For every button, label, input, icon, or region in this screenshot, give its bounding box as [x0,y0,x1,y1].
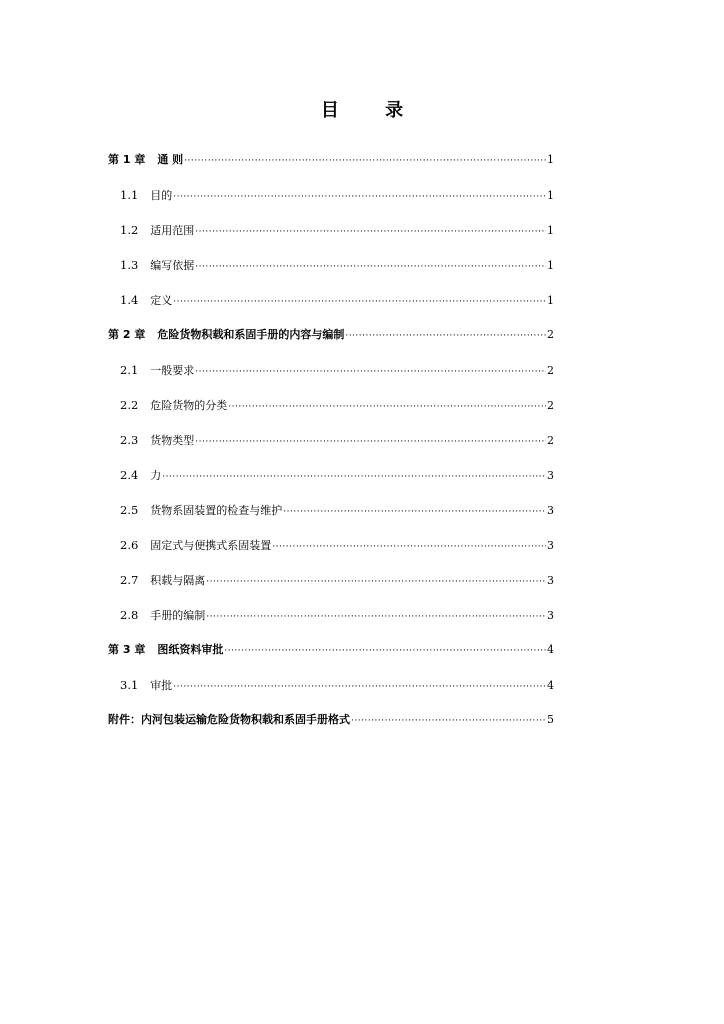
dot-leader [195,225,546,239]
dot-leader [195,435,546,449]
toc-entry-page: 4 [547,643,554,656]
toc-entry-number: 2.4 [120,468,139,482]
toc-entry-number: 1.2 [120,223,139,237]
dot-leader [206,610,546,624]
toc-entry-2-8[interactable] [108,608,554,643]
toc-entry-number: 2.7 [120,573,139,587]
toc-entry-number: 3.1 [120,678,139,692]
toc-entry-page: 5 [547,713,554,726]
toc-entry-page: 2 [547,399,554,412]
toc-entry-2-1[interactable] [108,363,554,398]
toc-entry-title: 危险货物积载和系固手册的内容与编制 [157,328,345,341]
toc-entry-page: 1 [547,224,554,237]
toc-entry-2-3[interactable] [108,433,554,468]
toc-entry-title: 手册的编制 [150,609,206,622]
toc-entry-page: 1 [547,153,554,166]
toc-entry-1-4[interactable] [108,293,554,328]
dot-leader [162,470,546,484]
toc-entry-title: 目的 [150,189,173,202]
toc-entry-page: 2 [547,364,554,377]
dot-leader [173,190,546,204]
toc-entry-2-6[interactable] [108,538,554,573]
toc-entry-title: 适用范围 [150,224,195,237]
dot-leader [345,329,546,343]
toc-entry-2-7[interactable] [108,573,554,608]
toc-entry-page: 3 [547,539,554,552]
toc-title: 目 录 [320,100,424,121]
toc-entry-title: 一般要求 [150,364,195,377]
toc-entry-page: 2 [547,434,554,447]
toc-entry-1-2[interactable] [108,223,554,258]
dot-leader [206,575,546,589]
toc-entry-title: 力 [150,469,162,482]
toc-entry-page: 3 [547,469,554,482]
toc-entry-title: 货物系固装置的检查与维护 [150,504,283,517]
toc-entry-title: 定义 [150,294,173,307]
toc-entry-1-1[interactable] [108,188,554,223]
toc-entry-page: 2 [547,328,554,341]
dot-leader [173,295,546,309]
dot-leader [272,540,546,554]
toc-entry-title: 危险货物的分类 [150,399,228,412]
toc-entry-title: 货物类型 [150,434,195,447]
dot-leader [173,680,546,694]
toc-entry-number: 2.1 [120,363,139,377]
toc-entry-3-1[interactable] [108,678,554,713]
toc-entry-appendix[interactable] [108,713,554,748]
toc-entry-number: 第 3 章 [108,643,146,656]
toc-entry-page: 1 [547,189,554,202]
toc-entry-number: 2.5 [120,503,139,517]
toc-entry-page: 1 [547,259,554,272]
toc-entry-page: 3 [547,504,554,517]
dot-leader [283,505,546,519]
table-of-contents [108,153,554,748]
toc-entry-number: 2.3 [120,433,139,447]
dot-leader [224,644,546,658]
toc-entry-page: 3 [547,609,554,622]
toc-entry-title: 固定式与便携式系固装置 [150,539,272,552]
toc-entry-chapter-2[interactable] [108,328,554,363]
toc-entry-title: 积载与隔离 [150,574,206,587]
toc-entry-number: 1.1 [120,188,139,202]
toc-entry-page: 3 [547,574,554,587]
toc-entry-number: 1.3 [120,258,139,272]
toc-entry-number: 2.2 [120,398,139,412]
toc-entry-page: 1 [547,294,554,307]
toc-entry-2-5[interactable] [108,503,554,538]
toc-entry-2-2[interactable] [108,398,554,433]
toc-entry-number: 2.6 [120,538,139,552]
toc-entry-title: 编写依据 [150,259,195,272]
dot-leader [351,714,546,728]
dot-leader [184,154,546,168]
toc-entry-title: 审批 [150,679,173,692]
toc-entry-title: 通 则 [157,153,184,166]
toc-entry-chapter-1[interactable] [108,153,554,188]
dot-leader [228,400,546,414]
toc-entry-number: 第 2 章 [108,328,146,341]
toc-entry-title: 附件：内河包装运输危险货物积载和系固手册格式 [108,713,350,726]
toc-entry-page: 4 [547,679,554,692]
toc-entry-number: 第 1 章 [108,153,146,166]
toc-entry-number: 1.4 [120,293,139,307]
dot-leader [195,365,546,379]
toc-entry-number: 2.8 [120,608,139,622]
toc-entry-2-4[interactable] [108,468,554,503]
dot-leader [195,260,546,274]
toc-entry-chapter-3[interactable] [108,643,554,678]
toc-entry-title: 图纸资料审批 [157,643,224,656]
toc-entry-1-3[interactable] [108,258,554,293]
